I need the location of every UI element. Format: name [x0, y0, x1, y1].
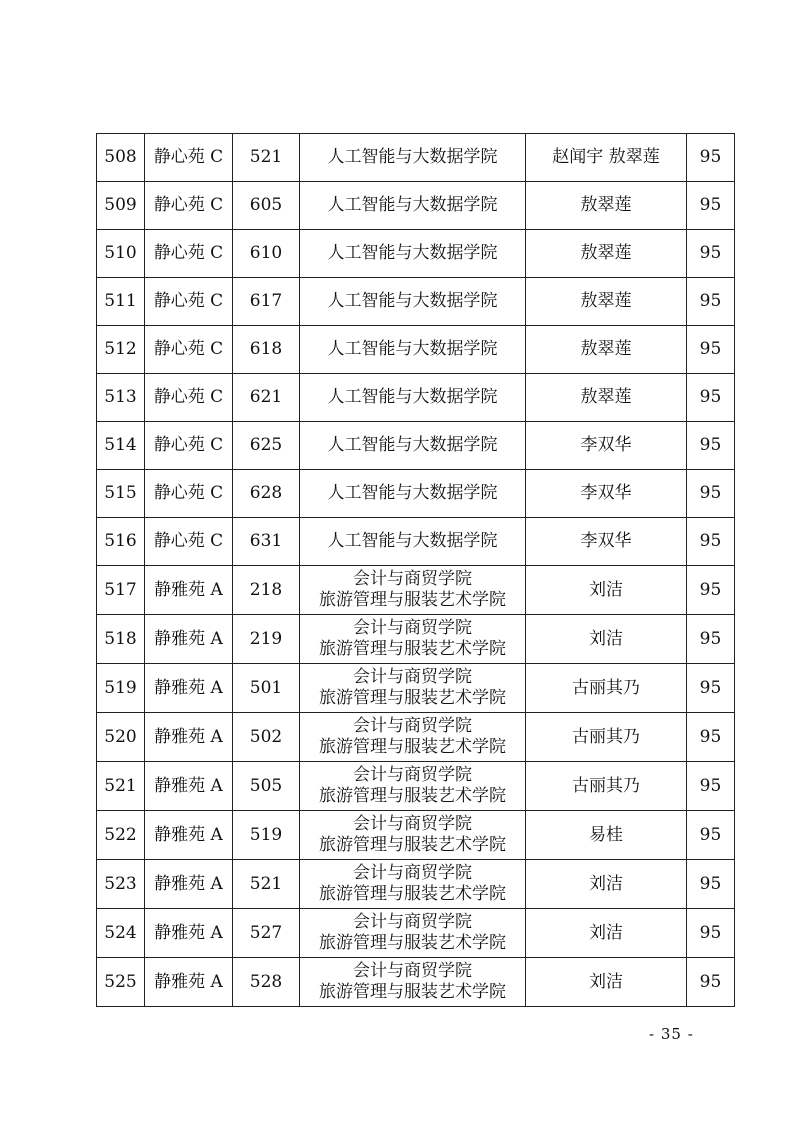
cell-score: 95	[687, 278, 735, 326]
cell-college	[300, 230, 526, 278]
cell-score: 95	[687, 422, 735, 470]
cell-manager: 易桂	[526, 811, 687, 860]
cell-college	[300, 470, 526, 518]
college-name: 旅游管理与服装艺术学院	[319, 737, 506, 757]
table-row	[97, 860, 735, 909]
cell-score: 95	[687, 230, 735, 278]
cell-score: 95	[687, 326, 735, 374]
cell-score: 95	[687, 374, 735, 422]
cell-room: 625	[233, 422, 300, 470]
cell-manager: 古丽其乃	[526, 713, 687, 762]
cell-college	[300, 374, 526, 422]
cell-score: 95	[687, 713, 735, 762]
cell-manager: 李双华	[526, 470, 687, 518]
cell-room: 528	[233, 958, 300, 1007]
cell-room: 219	[233, 615, 300, 664]
cell-room: 502	[233, 713, 300, 762]
cell-manager: 敖翠莲	[526, 182, 687, 230]
college-name: 会计与商贸学院	[353, 667, 472, 687]
cell-manager: 刘洁	[526, 615, 687, 664]
cell-manager: 敖翠莲	[526, 278, 687, 326]
college-name: 会计与商贸学院	[353, 863, 472, 883]
cell-room: 618	[233, 326, 300, 374]
cell-room: 527	[233, 909, 300, 958]
cell-score: 95	[687, 182, 735, 230]
cell-number: 508	[97, 134, 145, 182]
college-name: 会计与商贸学院	[353, 961, 472, 981]
cell-score: 95	[687, 762, 735, 811]
college-name: 人工智能与大数据学院	[327, 435, 498, 455]
college-name: 旅游管理与服装艺术学院	[319, 933, 506, 953]
cell-room: 610	[233, 230, 300, 278]
table-row	[97, 518, 735, 566]
cell-manager: 古丽其乃	[526, 664, 687, 713]
college-name: 人工智能与大数据学院	[327, 147, 498, 167]
table-row	[97, 470, 735, 518]
table-row	[97, 615, 735, 664]
cell-number: 523	[97, 860, 145, 909]
cell-room: 505	[233, 762, 300, 811]
cell-college	[300, 860, 526, 909]
table-row	[97, 713, 735, 762]
cell-room: 521	[233, 134, 300, 182]
cell-number: 525	[97, 958, 145, 1007]
cell-manager: 古丽其乃	[526, 762, 687, 811]
cell-manager: 李双华	[526, 422, 687, 470]
college-name: 旅游管理与服装艺术学院	[319, 884, 506, 904]
cell-college	[300, 326, 526, 374]
college-name: 会计与商贸学院	[353, 814, 472, 834]
cell-number: 510	[97, 230, 145, 278]
cell-building: 静雅苑 A	[145, 615, 233, 664]
cell-room: 631	[233, 518, 300, 566]
cell-college	[300, 909, 526, 958]
cell-building: 静雅苑 A	[145, 664, 233, 713]
cell-room: 501	[233, 664, 300, 713]
college-name: 会计与商贸学院	[353, 912, 472, 932]
cell-college	[300, 518, 526, 566]
table-row	[97, 374, 735, 422]
cell-manager: 敖翠莲	[526, 326, 687, 374]
cell-college	[300, 762, 526, 811]
college-name: 旅游管理与服装艺术学院	[319, 590, 506, 610]
table-body	[97, 134, 735, 1007]
cell-score: 95	[687, 566, 735, 615]
table-row	[97, 182, 735, 230]
college-name: 旅游管理与服装艺术学院	[319, 786, 506, 806]
table-row	[97, 664, 735, 713]
cell-number: 514	[97, 422, 145, 470]
cell-number: 518	[97, 615, 145, 664]
cell-building: 静心苑 C	[145, 470, 233, 518]
college-name: 旅游管理与服装艺术学院	[319, 835, 506, 855]
cell-score: 95	[687, 518, 735, 566]
cell-score: 95	[687, 470, 735, 518]
cell-manager: 刘洁	[526, 909, 687, 958]
cell-score: 95	[687, 909, 735, 958]
cell-number: 511	[97, 278, 145, 326]
table-row	[97, 566, 735, 615]
table-row	[97, 134, 735, 182]
table-row	[97, 811, 735, 860]
cell-score: 95	[687, 134, 735, 182]
cell-building: 静雅苑 A	[145, 909, 233, 958]
cell-building: 静雅苑 A	[145, 958, 233, 1007]
cell-building: 静心苑 C	[145, 374, 233, 422]
cell-college	[300, 958, 526, 1007]
cell-score: 95	[687, 860, 735, 909]
cell-building: 静雅苑 A	[145, 762, 233, 811]
college-name: 人工智能与大数据学院	[327, 387, 498, 407]
cell-score: 95	[687, 615, 735, 664]
table-row	[97, 909, 735, 958]
cell-college	[300, 811, 526, 860]
cell-number: 519	[97, 664, 145, 713]
cell-building: 静雅苑 A	[145, 713, 233, 762]
cell-manager: 刘洁	[526, 566, 687, 615]
cell-number: 516	[97, 518, 145, 566]
cell-building: 静心苑 C	[145, 422, 233, 470]
cell-number: 520	[97, 713, 145, 762]
cell-college	[300, 664, 526, 713]
college-name: 旅游管理与服装艺术学院	[319, 639, 506, 659]
cell-college	[300, 615, 526, 664]
college-name: 人工智能与大数据学院	[327, 291, 498, 311]
cell-score: 95	[687, 664, 735, 713]
cell-room: 621	[233, 374, 300, 422]
cell-room: 218	[233, 566, 300, 615]
cell-college	[300, 134, 526, 182]
cell-building: 静心苑 C	[145, 518, 233, 566]
table-row	[97, 278, 735, 326]
cell-college	[300, 566, 526, 615]
college-name: 人工智能与大数据学院	[327, 531, 498, 551]
college-name: 会计与商贸学院	[353, 765, 472, 785]
college-name: 会计与商贸学院	[353, 618, 472, 638]
page-number: - 35 -	[649, 1025, 694, 1043]
cell-room: 605	[233, 182, 300, 230]
cell-manager: 刘洁	[526, 860, 687, 909]
table-row	[97, 326, 735, 374]
college-name: 会计与商贸学院	[353, 716, 472, 736]
college-name: 旅游管理与服装艺术学院	[319, 982, 506, 1002]
college-name: 人工智能与大数据学院	[327, 483, 498, 503]
college-name: 人工智能与大数据学院	[327, 195, 498, 215]
cell-building: 静心苑 C	[145, 278, 233, 326]
cell-number: 513	[97, 374, 145, 422]
cell-number: 515	[97, 470, 145, 518]
cell-building: 静心苑 C	[145, 182, 233, 230]
cell-number: 509	[97, 182, 145, 230]
cell-building: 静心苑 C	[145, 326, 233, 374]
cell-building: 静心苑 C	[145, 230, 233, 278]
dormitory-score-table	[96, 133, 735, 1007]
cell-score: 95	[687, 958, 735, 1007]
cell-score: 95	[687, 811, 735, 860]
cell-room: 628	[233, 470, 300, 518]
cell-building: 静心苑 C	[145, 134, 233, 182]
cell-number: 521	[97, 762, 145, 811]
cell-college	[300, 422, 526, 470]
cell-manager: 李双华	[526, 518, 687, 566]
cell-manager: 赵闻宇 敖翠莲	[526, 134, 687, 182]
table-row	[97, 762, 735, 811]
cell-number: 522	[97, 811, 145, 860]
table-row	[97, 230, 735, 278]
cell-building: 静雅苑 A	[145, 566, 233, 615]
cell-room: 519	[233, 811, 300, 860]
cell-building: 静雅苑 A	[145, 811, 233, 860]
college-name: 旅游管理与服装艺术学院	[319, 688, 506, 708]
college-name: 人工智能与大数据学院	[327, 339, 498, 359]
cell-building: 静雅苑 A	[145, 860, 233, 909]
table-row	[97, 422, 735, 470]
cell-college	[300, 713, 526, 762]
cell-college	[300, 278, 526, 326]
cell-manager: 敖翠莲	[526, 230, 687, 278]
college-name: 会计与商贸学院	[353, 569, 472, 589]
cell-college	[300, 182, 526, 230]
cell-manager: 敖翠莲	[526, 374, 687, 422]
table-row	[97, 958, 735, 1007]
cell-number: 512	[97, 326, 145, 374]
college-name: 人工智能与大数据学院	[327, 243, 498, 263]
cell-manager: 刘洁	[526, 958, 687, 1007]
cell-room: 521	[233, 860, 300, 909]
cell-room: 617	[233, 278, 300, 326]
cell-number: 524	[97, 909, 145, 958]
cell-number: 517	[97, 566, 145, 615]
